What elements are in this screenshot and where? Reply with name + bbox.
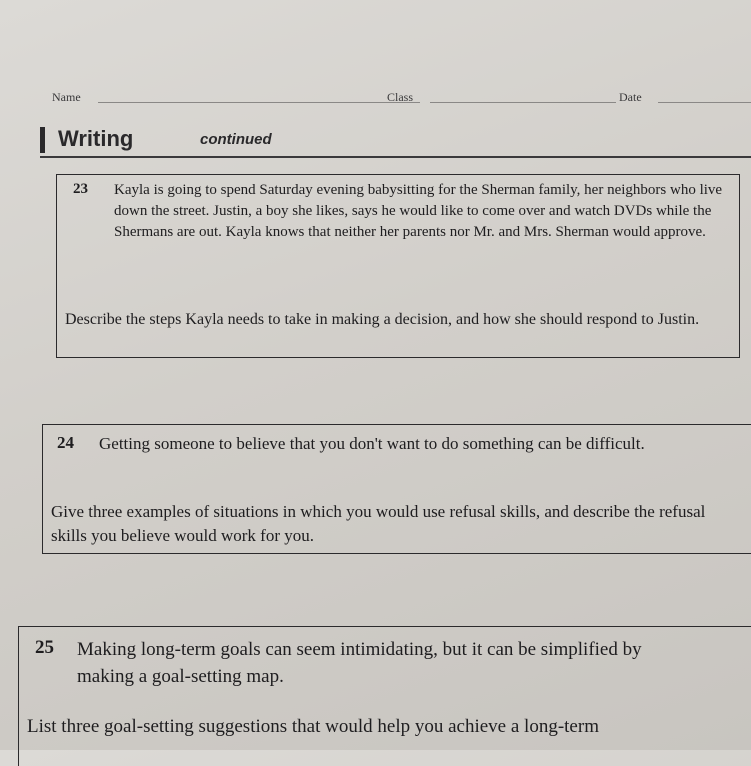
section-subtitle: continued (200, 131, 272, 148)
date-label: Date (619, 90, 642, 104)
class-label: Class (387, 90, 414, 104)
question-25-box (18, 626, 751, 766)
question-prompt: Give three examples of situations in which you would use refusal skills, and describe the refusal skills you believe would work for you. (51, 502, 706, 545)
scenario-line-1: Making long-term goals can seem intimidating, but it can be simplified by (77, 639, 642, 660)
question-24-box (42, 424, 751, 554)
section-divider (40, 156, 751, 158)
question-23-box (56, 174, 740, 358)
question-number: 25 (35, 637, 54, 658)
section-title: Writing (58, 126, 134, 151)
section-header (40, 124, 751, 160)
name-line[interactable] (98, 102, 420, 103)
name-label: Name (52, 90, 81, 104)
class-line[interactable] (430, 102, 616, 103)
question-prompt: Describe the steps Kayla needs to take in making a decision, and how she should respond to Justin. (65, 311, 700, 328)
question-number: 24 (57, 433, 74, 452)
student-info-header (52, 88, 751, 108)
question-prompt: List three goal-setting suggestions that would help you achieve a long-term (27, 716, 599, 737)
question-number: 23 (73, 181, 88, 197)
scenario-line-2: making a goal-setting map. (77, 666, 284, 687)
question-scenario (77, 636, 751, 690)
question-scenario: Kayla is going to spend Saturday evening babysitting for the Sherman family, her neighbors who live down the street. Justin, a boy she likes, says he would like to come over and watch DVDs while the Shermans are out. Kayla knows that neither her parents nor Mr. and Mrs. Sherman would approve. (114, 182, 723, 240)
date-line[interactable] (658, 102, 751, 103)
question-scenario: Getting someone to believe that you don't want to do something can be difficult. (99, 434, 645, 453)
section-marker-bar (40, 127, 45, 153)
